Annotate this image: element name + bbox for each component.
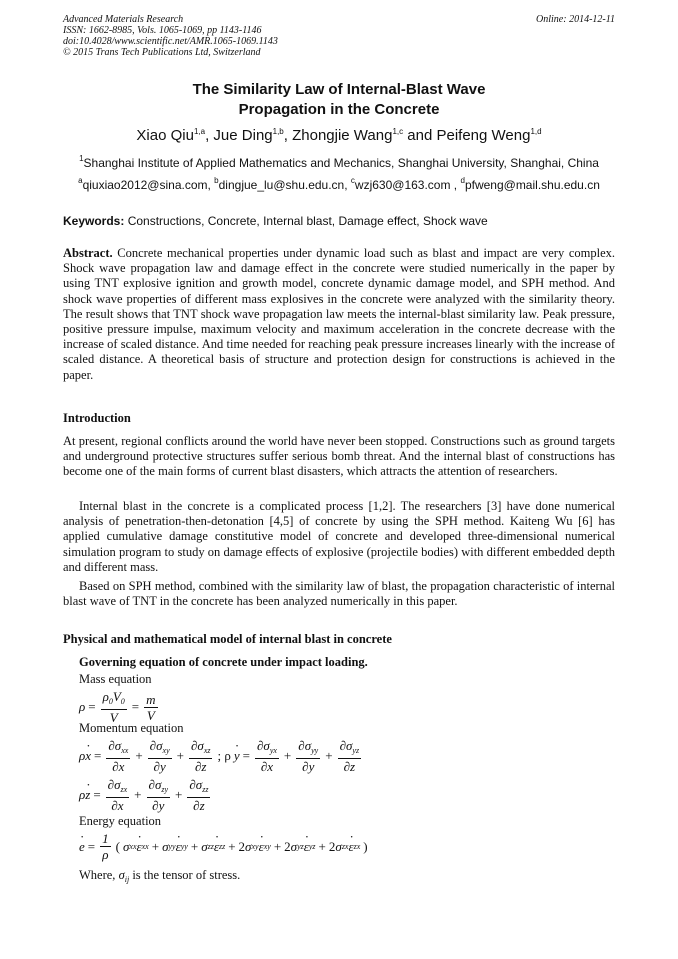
section-heading: Physical and mathematical model of internal blast in concrete bbox=[63, 632, 392, 646]
subsection-heading: Governing equation of concrete under impact loading. bbox=[79, 655, 368, 669]
doi-line: doi:10.4028/www.scientific.net/AMR.1065-1069.1143 bbox=[63, 36, 278, 47]
author: Jue Ding$^{1,b}$ bbox=[213, 127, 284, 144]
stress-tensor-note: Where, $\sigma_{ij}$ is the tensor of stress. bbox=[79, 868, 241, 884]
intro-paragraph-2: Internal blast in the concrete is a complicated process [1,2]. The researchers [3] have done numerical analysis of penetration-then-detonation [4,5] of concrete by using the SPH method. Kaiteng Wu [6] has applied cumulative damage constitutive model of concrete and developed three-dimensional numerical simulation program to study on damage effects of explosive (projectile bodies) with different embedded depth and different mass. bbox=[63, 499, 615, 574]
journal-name: Advanced Materials Research bbox=[63, 14, 184, 25]
title-line-2: Propagation in the Concrete bbox=[238, 101, 440, 118]
email[interactable]: $^c$wzj630@163.com bbox=[350, 176, 451, 192]
mass-equation-label: Mass equation bbox=[79, 672, 152, 686]
paper-title bbox=[63, 80, 615, 120]
issn-line: ISSN: 1662-8985, Vols. 1065-1069, pp 1143-1146 bbox=[63, 25, 262, 36]
author: Xiao Qiu$^{1,a}$ bbox=[136, 127, 206, 144]
keywords: Keywords: Constructions, Concrete, Internal blast, Damage effect, Shock wave bbox=[63, 214, 488, 228]
title-line-1: The Similarity Law of Internal-Blast Wave bbox=[192, 81, 486, 98]
mass-equation: ρ = $\frac{\rho_0V_0}{V}$ = $\frac{m}{V}$ bbox=[79, 689, 156, 725]
momentum-equation-label: Momentum equation bbox=[79, 721, 184, 735]
copyright-line: © 2015 Trans Tech Publications Ltd, Switzerland bbox=[63, 47, 261, 58]
journal-info bbox=[63, 14, 278, 58]
introduction-heading: Introduction bbox=[63, 411, 131, 425]
email-list: $^a$qiuxiao2012@sina.com, $^b$dingjue_lu@shu.edu.cn, $^c$wzj630@163.com , $^d$pfweng@mail.shu.edu.cn bbox=[78, 176, 600, 192]
momentum-equation-2: ρ · z = $\frac{\partial\sigma_{zx}}{\partial x}$ + $\frac{\partial\sigma_{zy}}{\partial y}$ + $\frac{\partial\sigma_{zz}}{\partial z}$ bbox=[79, 777, 212, 813]
intro-paragraph-1: At present, regional conflicts around the world have never been stopped. Constructions such as ground targets and underground protective structures suffer serious bomb threat. And the internal blast of constructions has become one of the main forms of current blast disasters, which attracts the attention of researchers. bbox=[63, 434, 615, 479]
author: Zhongjie Wang$^{1,c}$ bbox=[292, 127, 404, 144]
abstract: Abstract. Concrete mechanical properties under dynamic load such as blast and impact are very complex. Shock wave propagation law and damage effect in the concrete were studied numerically in the paper by using TNT explosive ignition and growth model, concrete dynamic damage model, and SPH method. And shock wave properties of different mass explosives in the concrete were analyzed with the similarity theory. The result shows that TNT shock wave propagation law meets the internal-blast similarity law. Peak pressure, positive pressure impulse, maximum velocity and maximum acceleration in the concrete decrease with the increase of scaled distance. And time needed for reaching peak pressure increases linearly with the increase of scaled distance. A theoretical basis of structure and protection design for constructions is achieved in the paper. bbox=[63, 246, 615, 382]
intro-paragraph-3: Based on SPH method, combined with the similarity law of blast, the propagation characteristic of internal blast wave of TNT in the concrete has been analyzed numerically in this paper. bbox=[63, 579, 615, 609]
energy-equation-label: Energy equation bbox=[79, 814, 162, 828]
energy-equation: · e = $\frac{1}{\rho}$ ( σ xx · ε xx + σ yy · ε yy + σ zz · ε zz + 2 σ xy · ε xy + 2 σ yz · ε yz + 2 σ zx · ε zx ) bbox=[79, 831, 371, 862]
author: Peifeng Weng$^{1,d}$ bbox=[436, 127, 542, 144]
email[interactable]: $^d$pfweng@mail.shu.edu.cn bbox=[460, 176, 600, 192]
momentum-equation-1: ρ · x = $\frac{\partial\sigma_{xx}}{\partial x}$ + $\frac{\partial\sigma_{xy}}{\partial y}$ + $\frac{\partial\sigma_{xz}}{\partial z}$ ; ρ · y = $\frac{\partial\sigma_{yx}}{\partial x}$ + $\frac{\partial\sigma_{yy}}{\partial y}$ + $\frac{\partial\sigma_{yz}}{\partial z}$ bbox=[79, 738, 363, 774]
online-date: Online: 2014-12-11 bbox=[536, 14, 615, 25]
affiliation: $^1$Shanghai Institute of Applied Mathematics and Mechanics, Shanghai University, Shanghai, China bbox=[79, 154, 599, 170]
author-list: Xiao Qiu$^{1,a}$, Jue Ding$^{1,b}$, Zhongjie Wang$^{1,c}$ and Peifeng Weng$^{1,d}$ bbox=[136, 127, 542, 144]
email[interactable]: $^a$qiuxiao2012@sina.com bbox=[78, 176, 208, 192]
email[interactable]: $^b$dingjue_lu@shu.edu.cn bbox=[214, 176, 345, 192]
